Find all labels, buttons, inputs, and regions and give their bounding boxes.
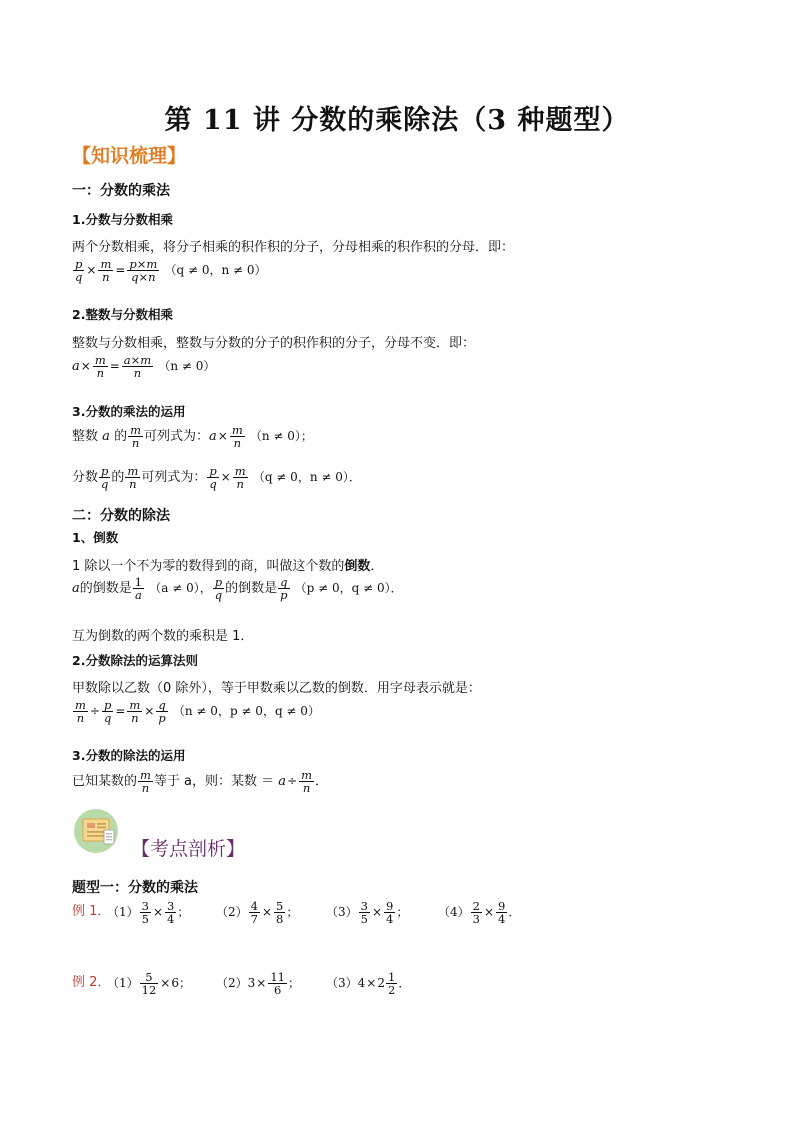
notebook-icon: [73, 808, 121, 854]
ex1-item-4: （4） $\frac{2}{3}$ × $\frac{9}{4}$ ．: [438, 899, 521, 927]
ex2-item-2: （2）3× $\frac{11}{6}$ ；: [216, 970, 300, 998]
p2-s2-formula: $\frac{m}{n}$ ÷ $\frac{p}{q}$ = $\frac{m}{n}$ × $\frac{q}{p}$ （n ≠ 0，p ≠ 0，q ≠ 0）: [75, 698, 320, 726]
ex2-item-1: （1） $\frac{5}{12}$ ×6；: [107, 970, 191, 998]
p2-s3-title: 3.分数的除法的运用: [72, 748, 186, 763]
part1-heading: 一：分数的乘法: [72, 183, 170, 199]
ex1-item-3: （3） $\frac{3}{5}$ × $\frac{9}{4}$ ；: [326, 899, 409, 927]
example-2: [72, 971, 110, 990]
p1-s2-formula: a× $\frac{m}{n}$ = $\frac{a\times m}{n}$ （n ≠ 0）: [72, 353, 216, 381]
p1-s2-title: 2.整数与分数相乘: [72, 307, 173, 322]
ex1-item-1: （1） $\frac{3}{5}$ × $\frac{3}{4}$ ；: [107, 899, 190, 927]
part2-heading: 二：分数的除法: [72, 508, 170, 524]
condition: （n ≠ 0）: [158, 359, 216, 374]
example-1-label: 例 1．: [72, 904, 111, 919]
p2-s2-text: 甲数除以乙数（0 除外），等于甲数乘以乙数的倒数．用字母表示就是：: [72, 681, 481, 696]
analysis-section-tag: 【考点剖析】: [131, 838, 246, 860]
page-title: 第 11 讲 分数的乘除法（3 种题型）: [164, 105, 630, 136]
p2-s1-line2: a的倒数是 $\frac{1}{a}$ （a ≠ 0）， $\frac{p}{q}$ 的倒数是 $\frac{q}{p}$ （p ≠ 0，q ≠ 0）．: [72, 575, 403, 603]
p1-s3-line2: 分数 $\frac{p}{q}$ 的 $\frac{m}{n}$ 可列式为： $\frac{p}{q}$ × $\frac{m}{n}$ （q ≠ 0，n ≠ 0）．: [72, 464, 361, 492]
p2-s1-text: 1 除以一个不为零的数得到的商，叫做这个数的倒数．: [72, 559, 384, 574]
p1-s1-formula: $\frac{p}{q}$ × $\frac{m}{n}$ = $\frac{p\times m}{q\times n}$ （q ≠ 0，n ≠ 0）: [75, 257, 267, 285]
knowledge-section-tag: 【知识梳理】: [72, 145, 187, 167]
p2-s3-line: 已知某数的 $\frac{m}{n}$ 等于 a，则：某数 ＝ a÷ $\frac{m}{n}$ ．: [72, 768, 329, 796]
fraction: $\frac{p\times m}{q\times n}$: [129, 257, 158, 285]
ex1-item-2: （2） $\frac{4}{7}$ × $\frac{5}{8}$ ；: [216, 899, 299, 927]
p2-s1-line3: 互为倒数的两个数的乘积是 1．: [72, 629, 254, 644]
p1-s2-text: 整数与分数相乘，整数与分数的分子的积作积的分子，分母不变．即：: [72, 336, 476, 351]
p2-s1-title: 1、倒数: [72, 530, 119, 545]
condition: （q ≠ 0，n ≠ 0）: [164, 263, 267, 278]
p1-s1-title: 1.分数与分数相乘: [72, 212, 173, 227]
example-1: [72, 900, 110, 919]
fraction: $\frac{a\times m}{n}$: [123, 353, 152, 381]
ex2-item-3: （3）4×2 $\frac{1}{2}$ ．: [326, 970, 411, 998]
fraction: $\frac{m}{n}$: [100, 257, 112, 285]
type1-heading: 题型一：分数的乘法: [72, 880, 198, 896]
p1-s3-title: 3.分数的乘法的运用: [72, 404, 186, 419]
p2-s2-title: 2.分数除法的运算法则: [72, 653, 198, 668]
fraction: $\frac{m}{n}$: [94, 353, 106, 381]
example-2-label: 例 2．: [72, 975, 111, 990]
fraction: $\frac{p}{q}$: [75, 257, 83, 285]
p1-s3-line1: 整数 a 的 $\frac{m}{n}$ 可列式为：a× $\frac{m}{n}$ （n ≠ 0）；: [72, 423, 313, 451]
p1-s1-text: 两个分数相乘，将分子相乘的积作积的分子，分母相乘的积作积的分母．即：: [72, 240, 515, 255]
